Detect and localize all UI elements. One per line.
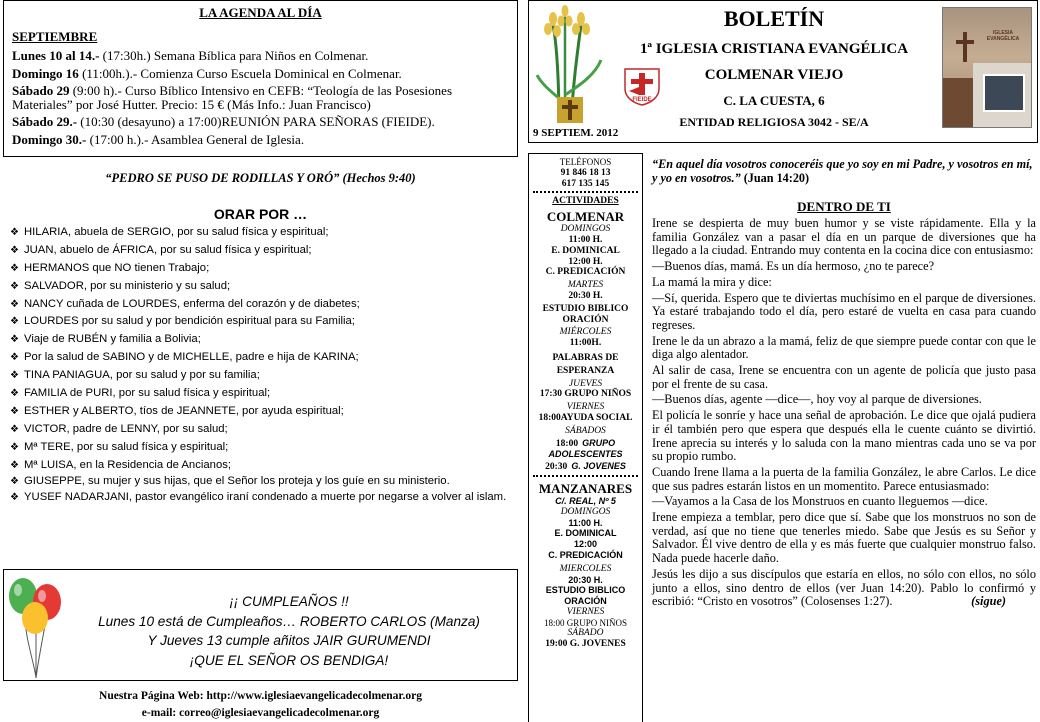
email-link[interactable]: e-mail: correo@iglesiaevangelicadecolmenar.org <box>141 707 380 719</box>
agenda-event: Domingo 16 (11:00h.).- Comienza Curso Escuela Dominical en Colmenar. <box>12 66 402 81</box>
schedule-day: JUEVES <box>568 378 603 389</box>
schedule-time: 20:30 H. <box>568 290 603 301</box>
schedule-activity: 20:30 G. JOVENES <box>545 461 626 473</box>
schedule-column <box>528 153 643 722</box>
prayer-item: ❖ JUAN, abuelo de ÁFRICA, por su salud física y espiritual; <box>10 243 312 256</box>
prayer-item: ❖ VICTOR, padre de LENNY, por su salud; <box>10 422 228 435</box>
prayer-item: ❖ FAMILIA de PURI, por su salud física y espiritual; <box>10 387 271 400</box>
schedule-day: DOMINGOS <box>560 506 611 517</box>
story-paragraph: Al salir de casa, Irene se encuentra con un agente de policía que justo pasa por el frente de su casa. <box>652 363 1036 391</box>
diamond-bullet-icon: ❖ <box>10 334 19 346</box>
diamond-bullet-icon: ❖ <box>10 441 19 453</box>
prayer-item: ❖ TINA PANIAGUA, por su salud y por su familia; <box>10 369 260 382</box>
story-column <box>652 157 1036 609</box>
birthday-text <box>64 592 514 670</box>
prayer-item: ❖ Por la salud de SABINO y de MICHELLE, padre e hija de KARINA; <box>10 351 359 364</box>
prayer-item: ❖ Viaje de RUBÉN y familia a Bolivia; <box>10 333 201 346</box>
balloons-icon <box>6 572 66 678</box>
schedule-time: 11:00 H. <box>568 234 603 245</box>
schedule-activity: PALABRAS DE <box>552 352 619 363</box>
prayer-item: ❖ HILARIA, abuela de SERGIO, por su salud física y espiritual; <box>10 226 329 238</box>
diamond-bullet-icon: ❖ <box>10 370 19 382</box>
schedule-day: MIÉRCOLES <box>559 327 612 338</box>
agenda-event: Sábado 29 (9:00 h).- Curso Bíblico Intensivo en CEFB: “Teología de las Posesiones Materiales” por José Hutter. Precio: 15 € (Más Info.: Juan Francisco) <box>12 83 453 112</box>
schedule-activity: C. PREDICACIÓN <box>545 267 626 278</box>
agenda-event: Domingo 30.- (17:00 h.).- Asamblea General de Iglesia. <box>12 132 305 147</box>
birthday-line: Y Jueves 13 cumple añitos JAIR GURUMENDI <box>147 633 431 648</box>
story-paragraph: —Buenos días, mamá. Es un día hermoso, ¿no te parece? <box>652 259 935 274</box>
schedule-activity: ORACIÓN <box>564 596 607 607</box>
footer-contact <box>3 688 518 722</box>
orar-title: ORAR POR … <box>213 206 308 222</box>
story-title: DENTRO DE TI <box>797 199 891 214</box>
schedule-time: 11:00H. <box>569 338 602 349</box>
birthday-box <box>3 569 518 681</box>
prayer-item: ❖ GIUSEPPE, su mujer y sus hijas, que el Señor los proteja y los guíe en su ministerio. <box>10 475 450 488</box>
agenda-title: LA AGENDA AL DÍA <box>199 5 322 20</box>
birthday-heading: ¡¡ CUMPLEAÑOS !! <box>229 594 349 609</box>
fieide-logo-text: FIEIDE <box>632 97 652 103</box>
story-paragraph: —Sí, querida. Espero que te diviertas muchísimo en el parque de diversiones. Ya estaré trabajando todo el día, pero estaré de vuelta en casa para cuando regreses. <box>652 290 1036 332</box>
diamond-bullet-icon: ❖ <box>10 298 19 310</box>
schedule-activity: E. DOMINICAL <box>551 245 620 256</box>
continue-label: (sigue) <box>971 594 1006 609</box>
schedule-activity: ADOLESCENTES <box>548 449 623 460</box>
prayer-item: ❖ Mª TERE, por su salud física y espiritual; <box>10 440 229 453</box>
diamond-bullet-icon: ❖ <box>10 492 19 504</box>
church-town: COLMENAR VIEJO <box>704 67 844 83</box>
schedule-day: DOMINGOS <box>560 224 611 235</box>
agenda-box <box>3 0 518 157</box>
church-address: C. LA CUESTA, 6 <box>723 93 825 108</box>
diamond-bullet-icon: ❖ <box>10 316 19 328</box>
website-link[interactable]: Nuestra Página Web: http://www.iglesiaevangelicadecolmenar.org <box>99 690 422 702</box>
birthday-blessing: ¡QUE EL SEÑOR OS BENDIGA! <box>189 652 389 668</box>
schedule-day: SÁBADO <box>567 628 604 639</box>
schedule-day: VIERNES <box>566 606 605 617</box>
story-paragraph: Jesús les dijo a sus discípulos que estaría en ellos, no sólo con ellos, no sólo junto a ellos, sino dentro de ellos (ver Juan 14:20). Pablo lo confirmó y escribió: “Cristo en vosotros” (Colosenses 1:27). (sigue) <box>652 566 1036 609</box>
pedro-quote: “PEDRO SE PUSO DE RODILLAS Y ORÓ” (Hechos 9:40) <box>105 171 416 185</box>
schedule-time: 12:00 H. <box>568 256 603 267</box>
story-paragraph: Irene le da un abrazo a la mamá, feliz de que siempre puede contar con que le diga algo alentador. <box>652 333 1036 362</box>
prayer-item: ❖ SALVADOR, por su ministerio y su salud; <box>10 279 231 292</box>
story-paragraph: —Buenos días, agente —dice—, hoy voy al parque de diversiones. <box>652 392 982 407</box>
story-paragraph: El policía le sonríe y hace una señal de aprobación. Le dice que ojalá pudiera ir él también pero que espera que después ella le cuente cuánto se divirtió. Irene aprecia su interés y lo saluda con la mano mientras cada uno se va por su propio rumbo. <box>652 408 1036 464</box>
diamond-bullet-icon: ❖ <box>10 352 19 364</box>
schedule-activity: 17:30 GRUPO NIÑOS <box>539 389 632 400</box>
prayer-item: ❖ Mª LUISA, en la Residencia de Ancianos; <box>10 458 232 471</box>
story-paragraph: Irene empieza a temblar, pero dice que sí. Sabe que los monstruos no son de verdad, así que no tiene que tenerles miedo. Sabe que Jesús es su Señor y Salvador. Él vive dentro de ella y es más fuerte que cualquier monstruo falso. Nada puede hacerle daño. <box>652 510 1036 566</box>
diamond-bullet-icon: ❖ <box>10 459 19 471</box>
schedule-time: 20:30 H. <box>568 574 603 585</box>
diamond-bullet-icon: ❖ <box>10 262 19 274</box>
schedule-activity: ESTUDIO BIBLICO <box>545 585 626 596</box>
schedule-time: 12:00 <box>573 539 598 550</box>
church-name: 1ª IGLESIA CRISTIANA EVANGÉLICA <box>639 41 909 57</box>
story-paragraph: Irene se despierta de muy buen humor y se viste rápidamente. Ella y la familia González van a pasar el día en un parque de diversiones que ha llegado a la ciudad. Entrando muy contenta en la cocina dice con entusiasmo: <box>652 216 1036 258</box>
agenda-event: Sábado 29.- (10:30 (desayuno) a 17:00)REUNIÓN PARA SEÑORAS (FIEIDE). <box>12 114 435 129</box>
phone-number: 91 846 18 13 <box>560 167 611 178</box>
diamond-bullet-icon: ❖ <box>10 280 19 292</box>
diamond-bullet-icon: ❖ <box>10 388 19 400</box>
schedule-activity: C. PREDICACIÓN <box>548 549 623 560</box>
prayer-item: ❖ YUSEF NADARJANI, pastor evangélico iraní condenado a muerte por negarse a volver al islam. <box>10 491 507 504</box>
story-paragraph: Cuando Irene llama a la puerta de la familia González, le abre Carlos. Le dice que sus padres estarán listos en un momentito. Parece entusiasmado: <box>652 464 1036 493</box>
diamond-bullet-icon: ❖ <box>10 227 19 238</box>
schedule-day: MARTES <box>567 280 604 291</box>
birthday-line: Lunes 10 está de Cumpleaños… ROBERTO CARLOS (Manza) <box>98 613 480 629</box>
diamond-bullet-icon: ❖ <box>10 423 19 435</box>
church-photo-sign: IGLESIA EVANGÉLICA <box>986 30 1020 42</box>
schedule-activity: E. DOMINICAL <box>554 528 617 539</box>
church-entity: ENTIDAD RELIGIOSA 3042 - SE/A <box>679 115 869 129</box>
prayer-item: ❖ HERMANOS que NO tienen Trabajo; <box>10 261 210 274</box>
boletin-date: 9 SEPTIEM. 2012 <box>533 127 619 139</box>
story-body <box>652 217 1036 609</box>
schedule-activity: ORACIÓN <box>562 314 609 325</box>
manzanares-heading: MANZANARES <box>538 480 633 496</box>
diamond-bullet-icon: ❖ <box>10 476 19 488</box>
boletin-title: BOLETÍN <box>723 6 825 31</box>
dotted-divider <box>533 475 638 477</box>
story-paragraph: —Vayamos a la Casa de los Monstruos en cuanto lleguemos —dice. <box>652 494 988 509</box>
prayer-item: ❖ NANCY cuñada de LOURDES, enferma del corazón y de diabetes; <box>10 297 360 310</box>
agenda-month: SEPTIEMBRE <box>12 29 98 44</box>
schedule-activity: 18:00AYUDA SOCIAL <box>538 412 633 423</box>
schedule-activity: ESPERANZA <box>556 365 615 376</box>
schedule-time: 11:00 H. <box>568 517 603 528</box>
agenda-event: Lunes 10 al 14.- (17:30h.) Semana Bíblica para Niños en Colmenar. <box>12 48 369 63</box>
schedule-activity: ESTUDIO BIBLICO <box>542 303 629 314</box>
prayer-item: ❖ LOURDES por su salud y por bendición espiritual para su Familia; <box>10 315 355 328</box>
diamond-bullet-icon: ❖ <box>10 244 19 256</box>
manzanares-address: C/. REAL, Nº 5 <box>555 495 616 506</box>
diamond-bullet-icon: ❖ <box>10 405 19 417</box>
phones-label: TELÉFONOS <box>559 157 612 167</box>
schedule-activity: 18:00 GRUPO <box>555 437 616 449</box>
schedule-activity: 19:00 G. JOVENES <box>545 639 626 650</box>
phone-number: 617 135 145 <box>561 178 610 189</box>
colmenar-heading: COLMENAR <box>546 209 625 225</box>
schedule-day: SÁBADOS <box>565 425 606 436</box>
boletin-header <box>528 0 1038 143</box>
john-quote: “En aquel día vosotros conoceréis que yo soy en mi Padre, y vosotros en mí, y yo en vosotros.” (Juan 14:20) <box>652 157 1033 185</box>
activities-label: ACTIVIDADES <box>552 196 619 207</box>
prayer-item: ❖ ESTHER y ALBERTO, tíos de JEANNETE, por ayuda espiritual; <box>10 404 344 417</box>
schedule-day: MIERCOLES <box>559 563 612 574</box>
schedule-day: VIERNES <box>566 402 605 413</box>
story-paragraph: La mamá la mira y dice: <box>652 274 772 289</box>
prayer-list <box>10 226 515 508</box>
schedule-activity: 18:00 GRUPO NIÑOS <box>543 617 627 628</box>
dotted-divider <box>533 191 638 193</box>
